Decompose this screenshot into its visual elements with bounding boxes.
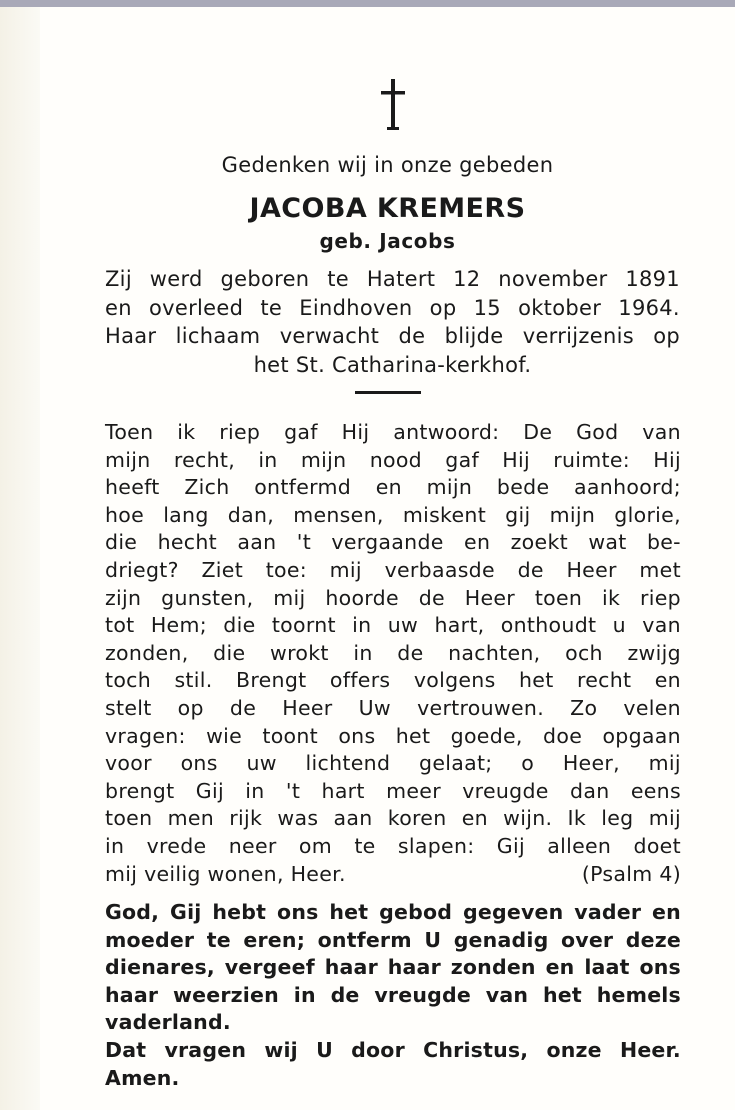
psalm-line (105, 805, 681, 833)
word: zijn (105, 585, 142, 610)
word: haar (105, 982, 159, 1007)
word: wij (264, 1037, 298, 1062)
word: overleed (148, 295, 244, 320)
psalm-line (105, 474, 681, 502)
psalm-last-line (105, 861, 681, 889)
word: gaf (445, 447, 479, 472)
word: ons (180, 751, 218, 776)
word: 1964. (618, 295, 680, 320)
divider-line (355, 391, 421, 394)
word: driegt? (105, 557, 179, 582)
word: meer (386, 778, 441, 803)
word: hecht (157, 530, 218, 555)
word: oktober (518, 295, 602, 320)
bio-line (105, 294, 680, 323)
word: nood (369, 447, 422, 472)
word: ik (177, 420, 196, 444)
psalm-line (105, 502, 681, 530)
prayer-line (105, 927, 681, 955)
word: Heer (566, 557, 617, 582)
word: Dat (105, 1037, 147, 1062)
word: op (177, 695, 204, 720)
bio-block (105, 265, 680, 379)
word: vrede (146, 833, 207, 858)
word: hemels (596, 982, 681, 1007)
psalm-line (105, 750, 681, 778)
word: haar (387, 955, 441, 980)
word: Heer. (619, 1037, 681, 1062)
word: eren; (243, 927, 306, 952)
word: wijn. (503, 806, 553, 831)
psalm-line (105, 723, 681, 751)
word: in (105, 833, 125, 858)
word: die (105, 530, 138, 555)
word: ik (602, 585, 621, 610)
psalm-line (105, 419, 681, 447)
word: hart, (434, 613, 485, 638)
word: vertrouwen. (417, 695, 545, 720)
word: Heer (464, 585, 516, 610)
word: miskent (402, 502, 487, 527)
word: aan (237, 530, 277, 555)
word: Haar (105, 324, 157, 348)
word: en (654, 668, 681, 693)
word: ons (277, 900, 319, 924)
word: 1891 (625, 267, 680, 291)
word: 12 (453, 267, 481, 291)
psalm-line (105, 833, 681, 861)
word: te (206, 927, 231, 952)
word: gij (505, 502, 531, 527)
psalm-line (105, 447, 681, 475)
word: van (642, 420, 681, 444)
word: ons (639, 955, 681, 980)
word: verbaasde (384, 557, 495, 582)
word: eens (630, 778, 681, 803)
word: gelaat; (419, 751, 493, 776)
word: en (545, 955, 575, 980)
word: haar (324, 955, 378, 980)
word: Zo (570, 695, 598, 720)
word: onze (546, 1037, 602, 1062)
word: die (223, 613, 256, 638)
word: uw (387, 613, 419, 638)
word: doe (543, 723, 583, 748)
word: hoe (105, 502, 145, 527)
word: hoorde (325, 585, 399, 610)
word: Christus, (423, 1037, 529, 1062)
word: mij (648, 806, 681, 831)
word: genadig (453, 927, 549, 952)
word: het (395, 723, 431, 748)
word: laat (584, 955, 630, 980)
word: wrokt (270, 640, 329, 665)
word: stil. (174, 668, 213, 693)
word: slapen: (397, 833, 475, 858)
word: de (330, 982, 360, 1007)
maiden-name: geb. Jacobs (319, 229, 456, 253)
word: vergeef (224, 955, 315, 980)
word: brengt (105, 778, 175, 803)
word: volgens (413, 668, 496, 693)
word: wie (206, 723, 243, 748)
word: over (560, 927, 614, 952)
word: hebt (212, 900, 267, 924)
word: de (418, 585, 445, 610)
psalm-line (105, 778, 681, 806)
word: november (498, 267, 608, 291)
bio-line (105, 265, 680, 294)
word: Gij (496, 833, 525, 858)
word: stelt (105, 695, 152, 720)
word: nachten, (448, 640, 541, 665)
word: uw (246, 751, 277, 776)
word: mijn (105, 447, 151, 472)
word: op (429, 295, 457, 320)
word: in (245, 778, 265, 803)
word: aanhoord; (574, 475, 681, 500)
word: De (523, 420, 553, 444)
word: het (329, 900, 369, 924)
word: lichtend (305, 751, 391, 776)
word: Gij (195, 778, 224, 803)
word: lichaam (175, 324, 261, 348)
word: vreugde (374, 982, 471, 1007)
word: in (293, 982, 316, 1007)
word: Hatert (366, 267, 436, 291)
word: dienares, (105, 955, 215, 980)
word: God (576, 420, 619, 444)
word: om (298, 833, 333, 858)
word: aan (333, 806, 373, 831)
word: Eindhoven (299, 295, 413, 320)
word: alleen (547, 833, 612, 858)
word: gebod (379, 900, 453, 924)
word: mij (329, 557, 362, 582)
word: antwoord: (393, 420, 500, 444)
word: vader (574, 900, 642, 924)
word: ontferm (317, 927, 412, 952)
word: van (642, 613, 681, 638)
word: gegeven (463, 900, 564, 924)
psalm-line (105, 667, 681, 695)
word: Toen (105, 420, 154, 444)
psalm-line (105, 529, 681, 557)
word: neer (228, 833, 277, 858)
word: Zij (105, 267, 132, 291)
word: dan (570, 778, 610, 803)
word: opgaan (602, 723, 681, 748)
word: zwijg (627, 640, 681, 665)
word: Heer (282, 695, 333, 720)
word: zonden (450, 955, 536, 980)
word: doet (633, 833, 681, 858)
word: toe: (265, 557, 307, 582)
word: mensen, (293, 502, 384, 527)
word: recht (576, 668, 632, 693)
word: och (565, 640, 603, 665)
word: de (229, 695, 257, 720)
word: Zich (184, 475, 230, 500)
word: zonden, (105, 640, 189, 665)
word: mij (648, 751, 681, 776)
word: toornt (271, 613, 336, 638)
word: geboren (220, 267, 310, 291)
word: en (375, 475, 402, 500)
word: moeder (105, 927, 195, 952)
word: werd (149, 267, 203, 291)
word: toont (262, 723, 319, 748)
word: men (167, 806, 215, 831)
word: mij (273, 585, 306, 610)
word: 't (296, 530, 312, 555)
word: weerzien (172, 982, 279, 1007)
word: Uw (358, 695, 391, 720)
word: vragen (164, 1037, 247, 1062)
word: gunsten, (161, 585, 254, 610)
word: Hij (653, 447, 681, 472)
word: mijn (300, 447, 347, 472)
word: in (352, 613, 372, 638)
word: rijk (229, 806, 263, 831)
word: deze (625, 927, 681, 952)
word: te (327, 267, 349, 291)
word: bede (496, 475, 550, 500)
word: vreugde (462, 778, 549, 803)
word: Hem; (150, 613, 207, 638)
word: ons (338, 723, 376, 748)
word: mijn (426, 475, 473, 500)
word: en (461, 806, 488, 831)
bio-line: het St. Catharina-kerkhof. (253, 352, 532, 377)
word: Brengt (236, 668, 307, 693)
word: God, (105, 900, 160, 924)
scan-edge (0, 7, 40, 1110)
psalm-block (105, 419, 681, 888)
intro-text: Gedenken wij in onze gebeden (221, 153, 554, 177)
word: o (521, 751, 535, 776)
word: offers (329, 668, 391, 693)
word: voor (105, 751, 152, 776)
word: toch (105, 668, 152, 693)
word: toen (105, 806, 153, 831)
prayer-line: vaderland. (105, 1010, 231, 1035)
word: u (612, 613, 626, 638)
word: koren (387, 806, 447, 831)
word: recht, (173, 447, 236, 472)
word: verwacht (279, 324, 380, 348)
prayer-line (105, 899, 681, 927)
word: toen (534, 585, 583, 610)
prayer-line (105, 954, 681, 982)
word: hart (321, 778, 365, 803)
latin-cross-icon (373, 77, 413, 133)
word: op (653, 324, 680, 348)
word: wat (588, 530, 627, 555)
word: riep (640, 585, 681, 610)
word: vragen: (105, 723, 186, 748)
psalm-line (105, 557, 681, 585)
word: tot (105, 613, 135, 638)
word: verrijzenis (522, 324, 634, 348)
word: U (316, 1037, 333, 1062)
psalm-line (105, 695, 681, 723)
word: het (543, 982, 582, 1007)
prayer-block (105, 899, 681, 1092)
word: het (519, 668, 554, 693)
word: de (517, 557, 544, 582)
psalm-reference: (Psalm 4) (581, 861, 681, 886)
psalm-line (105, 612, 681, 640)
word: blijde (444, 324, 504, 348)
top-border (0, 0, 735, 7)
word: Ik (567, 806, 587, 831)
word: en (652, 900, 681, 924)
word: vergaande (331, 530, 444, 555)
word: leg (601, 806, 634, 831)
bio-line (105, 322, 680, 351)
psalm-last-text: mij veilig wonen, Heer. (105, 861, 346, 886)
word: riep (219, 420, 261, 444)
word: te (354, 833, 376, 858)
word: glorie, (614, 502, 681, 527)
psalm-line (105, 640, 681, 668)
word: Hij (341, 420, 370, 444)
word: in (353, 640, 373, 665)
word: en (464, 530, 491, 555)
closing-line (105, 1037, 681, 1065)
word: Gij (170, 900, 202, 924)
word: Hij (502, 447, 530, 472)
word: 15 (473, 295, 501, 320)
word: 't (285, 778, 301, 803)
word: dan, (227, 502, 275, 527)
word: de (397, 640, 424, 665)
word: gaf (284, 420, 318, 444)
word: de (398, 324, 426, 348)
prayer-line (105, 982, 681, 1010)
word: ontfermd (254, 475, 352, 500)
word: was (277, 806, 319, 831)
word: Heer, (562, 751, 620, 776)
psalm-line (105, 585, 681, 613)
amen-line: Amen. (105, 1065, 180, 1090)
word: en (105, 295, 132, 320)
word: Ziet (201, 557, 244, 582)
word: lang (163, 502, 209, 527)
word: mijn (549, 502, 596, 527)
word: die (213, 640, 246, 665)
memorial-card (40, 7, 735, 1110)
word: met (639, 557, 681, 582)
word: door (351, 1037, 405, 1062)
word: heeft (105, 475, 160, 500)
word: be- (646, 530, 681, 555)
word: onthoudt (500, 613, 597, 638)
deceased-name: JACOBA KREMERS (249, 193, 526, 224)
word: in (258, 447, 278, 472)
word: U (424, 927, 442, 952)
word: velen (623, 695, 681, 720)
word: te (260, 295, 283, 320)
word: ruimte: (553, 447, 630, 472)
word: goede, (450, 723, 523, 748)
word: van (485, 982, 529, 1007)
word: zoekt (510, 530, 568, 555)
